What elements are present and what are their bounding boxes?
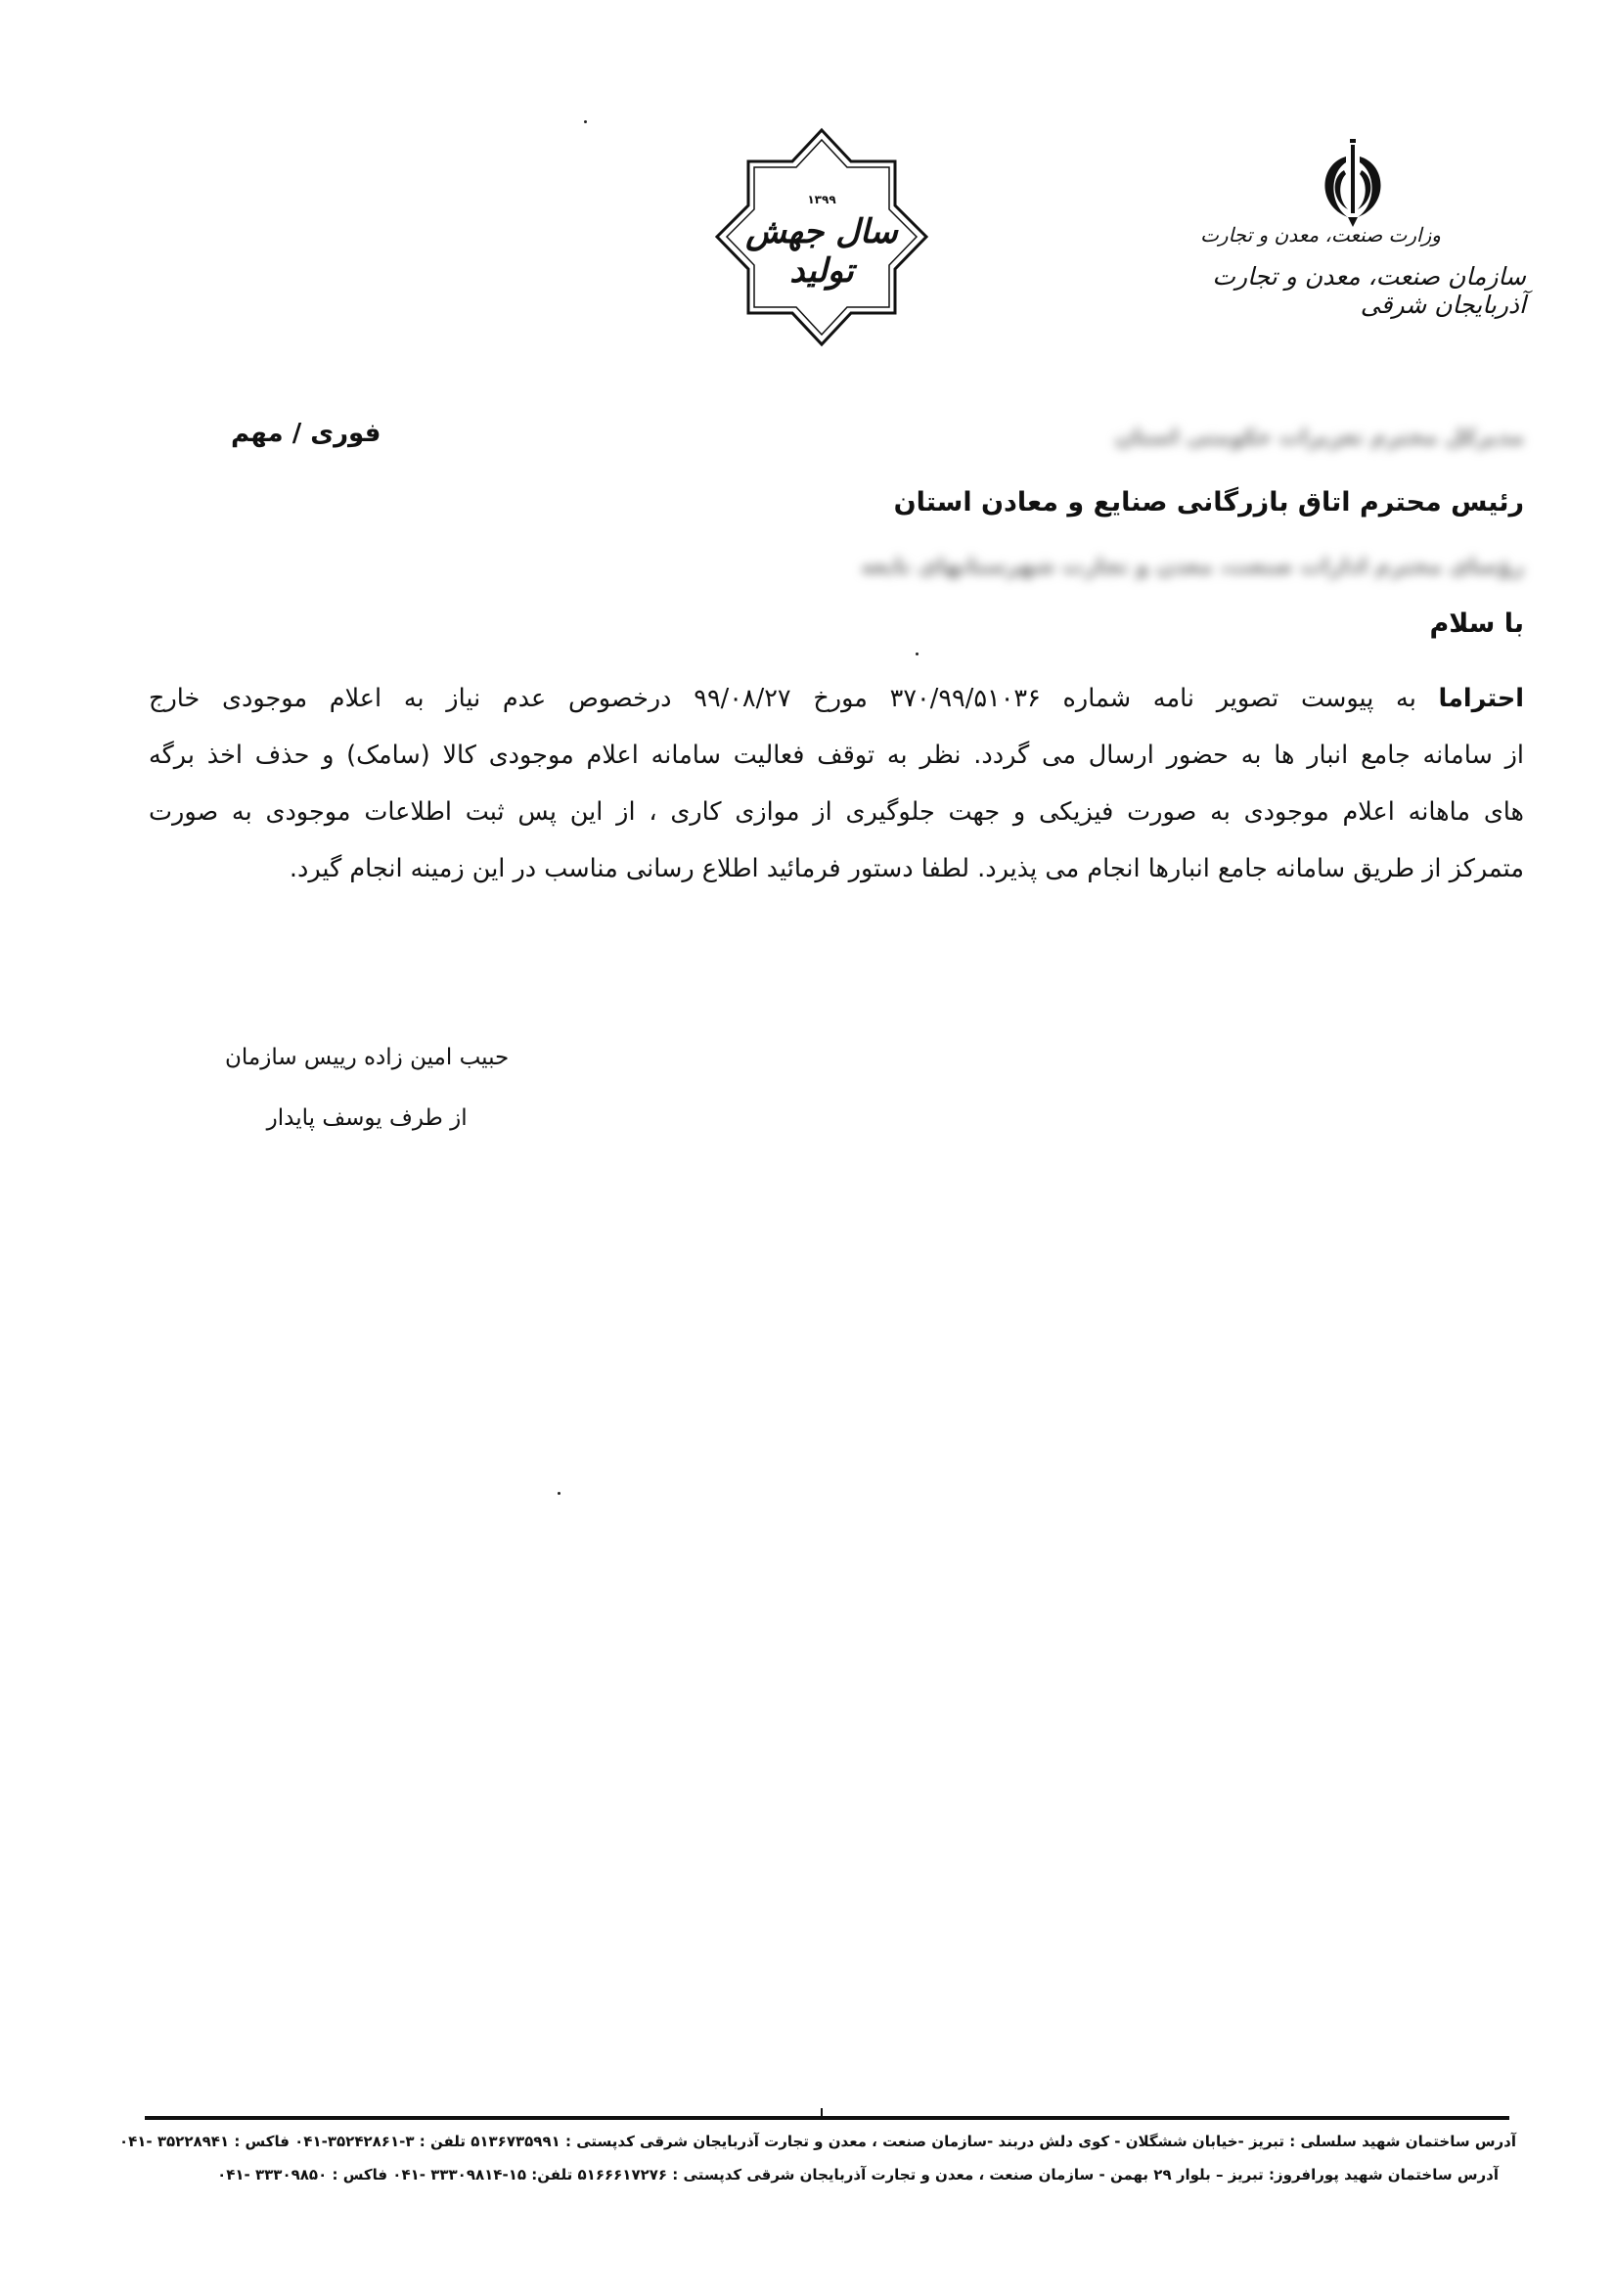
- scan-speck: [916, 653, 919, 655]
- footer-address-1: آدرس ساختمان شهید سلسلی : تبریز -خیابان ششگلان - کوی دلش دربند -سازمان صنعت ، معدن و تجارت آذربایجان شرقی کدپستی : ۵۱۳۶۷۳۵۹۹۱ تلفن : ۳-۳۵۲۴۲۸۶۱-۰۴۱ فاکس : ۳۵۲۲۸۹۴۱ -۰۴۱: [118, 2133, 1516, 2150]
- signed-on-behalf: از طرف یوسف پایدار: [266, 1105, 468, 1131]
- footer-address-2: آدرس ساختمان شهید پورافروز: تبریز – بلوار ۲۹ بهمن - سازمان صنعت ، معدن و تجارت آذربایجان شرقی کدپستی : ۵۱۶۶۶۱۷۲۷۶ تلفن: ۱۵-۳۳۳۰۹۸۱۴ -۰۴۱ فاکس : ۳۳۳۰۹۸۵۰ -۰۴۱: [217, 2166, 1499, 2183]
- recipients-list: [644, 406, 1524, 600]
- iran-emblem-icon: [1309, 137, 1397, 235]
- footer-tick: [821, 2108, 823, 2116]
- badge-title: سال جهش تولید: [745, 212, 898, 291]
- body-line: از سامانه جامع انبار ها به حضور ارسال می گردد. نظر به توقف فعالیت سامانه اعلام موجودی کالا (سامک) و حذف اخذ برگه: [149, 741, 1524, 770]
- priority-label: فوری / مهم: [231, 419, 381, 448]
- signature-block: [225, 1027, 509, 1148]
- body-lead-word: احتراما: [1438, 684, 1525, 713]
- body-line: [149, 670, 1524, 727]
- greeting: با سلام: [1429, 608, 1524, 639]
- scan-speck: [558, 1492, 560, 1495]
- badge-year: ۱۳۹۹: [807, 193, 836, 206]
- organization-header: [1164, 127, 1546, 323]
- organization-name: سازمان صنعت، معدن و تجارت آذربایجان شرقی: [1212, 262, 1526, 319]
- footer-addresses: [118, 2125, 1516, 2191]
- year-slogan-badge: [709, 122, 934, 352]
- signatory-name: حبیب امین زاده رییس سازمان: [225, 1045, 510, 1070]
- letter-body: [149, 670, 1524, 897]
- scan-speck: [584, 120, 587, 123]
- footer-divider: [145, 2116, 1509, 2120]
- body-line: های ماهانه اعلام موجودی به صورت فیزیکی و جهت جلوگیری از موازی کاری ، از این پس ثبت اطلاعات موجودی به صورت: [149, 797, 1524, 827]
- body-line: متمرکز از طریق سامانه جامع انبارها انجام می پذیرد. لطفا دستور فرمائید اطلاع رسانی مناسب در این زمینه انجام گیرد.: [289, 854, 1524, 883]
- ministry-name: وزارت صنعت، معدن و تجارت: [1200, 223, 1441, 247]
- body-line-text: به پیوست تصویر نامه شماره ۳۷۰/۹۹/۵۱۰۳۶ مورخ ۹۹/۰۸/۲۷ درخصوص عدم نیاز به اعلام موجودی خارج: [149, 684, 1439, 713]
- recipient-redacted: مدیرکل محترم تعزیرات حکومتی استان: [1114, 426, 1524, 450]
- recipient-redacted: رؤسای محترم ادارات صنعت، معدن و تجارت شهرستانهای تابعه: [861, 555, 1524, 579]
- recipient: رئیس محترم اتاق بازرگانی صنایع و معادن استان: [893, 487, 1524, 518]
